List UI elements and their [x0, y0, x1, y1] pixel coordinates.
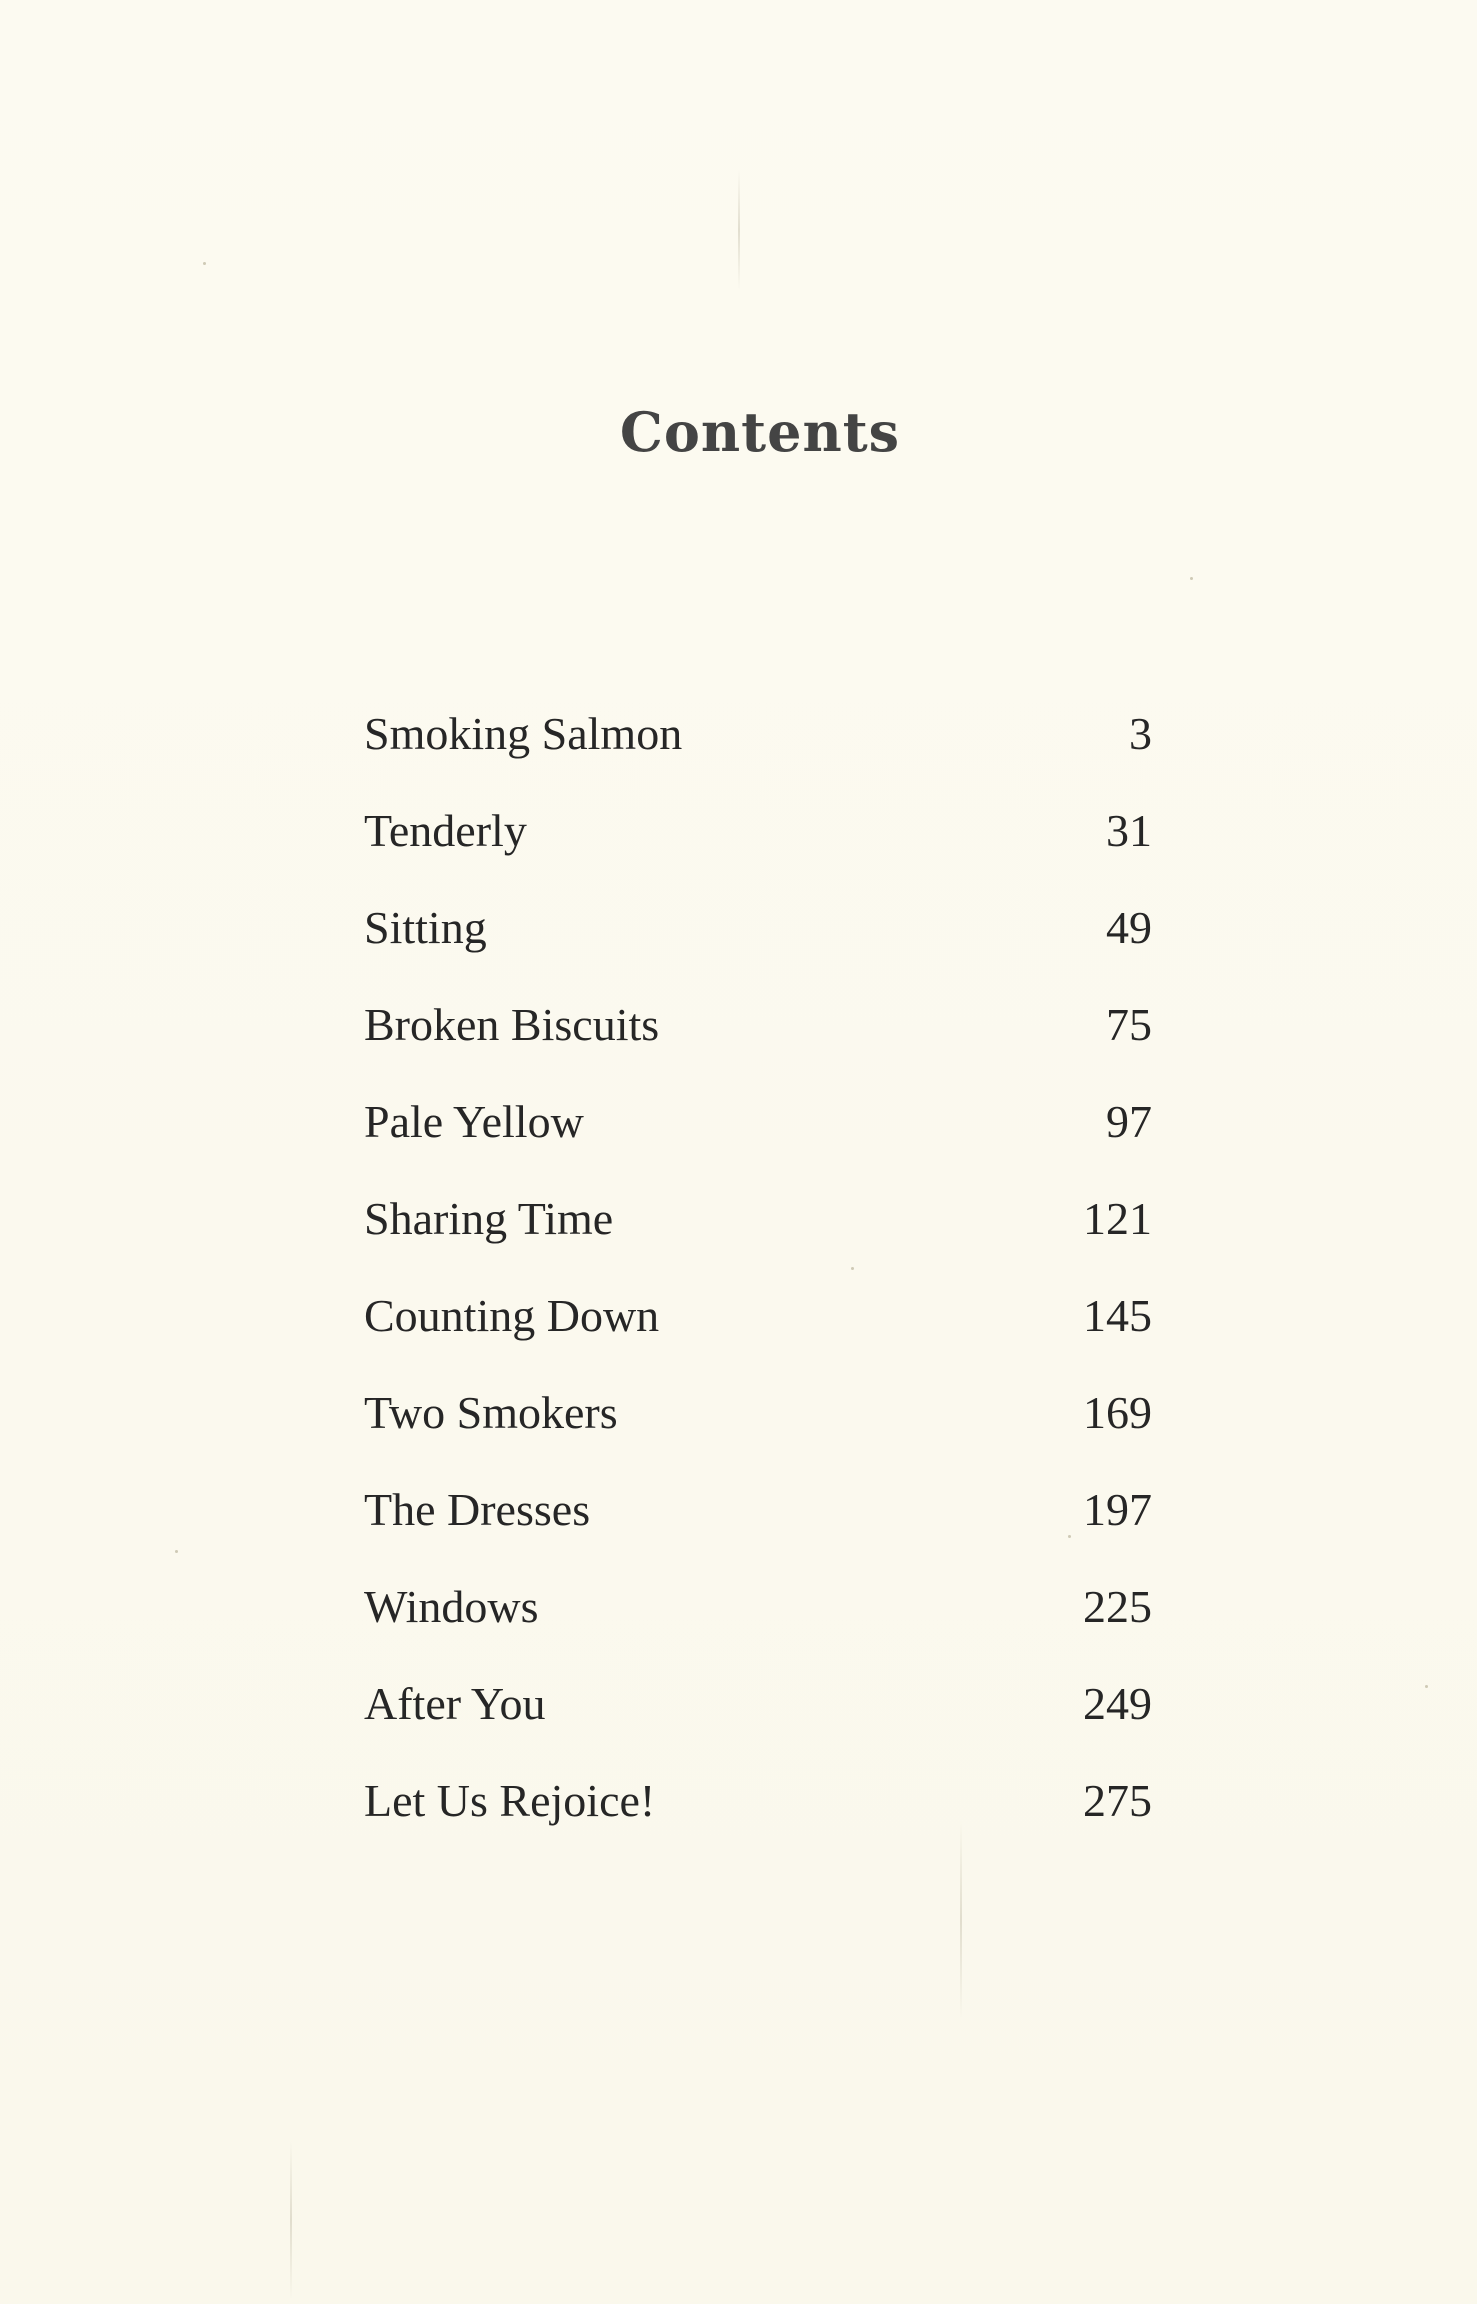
scan-speck	[175, 1550, 178, 1553]
chapter-title: Sharing Time	[364, 1193, 614, 1244]
toc-entry[interactable]	[364, 1752, 1152, 1849]
chapter-title: Sitting	[364, 902, 487, 953]
chapter-title: Let Us Rejoice!	[364, 1775, 656, 1826]
page-number: 169	[1083, 1387, 1152, 1438]
scan-speck	[1190, 577, 1193, 580]
page-number: 31	[1106, 805, 1152, 856]
page-title: Contents	[619, 400, 901, 464]
scan-speck	[1425, 1685, 1428, 1688]
chapter-title: Broken Biscuits	[364, 999, 660, 1050]
chapter-title: Two Smokers	[364, 1387, 618, 1438]
toc-entry[interactable]	[364, 1073, 1152, 1170]
toc-entry[interactable]	[364, 1170, 1152, 1267]
toc-entry[interactable]	[364, 685, 1152, 782]
page-number: 3	[1129, 708, 1152, 759]
chapter-title: After You	[364, 1678, 546, 1729]
scan-speck	[203, 262, 206, 265]
toc-entry[interactable]	[364, 1558, 1152, 1655]
toc-entry[interactable]	[364, 976, 1152, 1073]
page-number: 49	[1106, 902, 1152, 953]
chapter-title: The Dresses	[364, 1484, 591, 1535]
page-number: 197	[1083, 1484, 1152, 1535]
page-number: 249	[1083, 1678, 1152, 1729]
page-number: 275	[1083, 1775, 1152, 1826]
toc-entry[interactable]	[364, 1267, 1152, 1364]
page-number: 97	[1106, 1096, 1152, 1147]
chapter-title: Tenderly	[364, 805, 527, 856]
toc-entry[interactable]	[364, 1364, 1152, 1461]
scan-streak	[738, 170, 740, 290]
chapter-title: Counting Down	[364, 1290, 660, 1341]
table-of-contents	[364, 685, 1152, 1849]
chapter-title: Windows	[364, 1581, 539, 1632]
toc-entry[interactable]	[364, 879, 1152, 976]
scan-streak	[290, 2140, 292, 2300]
chapter-title: Smoking Salmon	[364, 708, 683, 759]
page-number: 75	[1106, 999, 1152, 1050]
toc-entry[interactable]	[364, 782, 1152, 879]
toc-entry[interactable]	[364, 1655, 1152, 1752]
page-number: 145	[1083, 1290, 1152, 1341]
page-number: 121	[1083, 1193, 1152, 1244]
chapter-title: Pale Yellow	[364, 1096, 584, 1147]
scan-streak	[960, 1820, 962, 2020]
toc-entry[interactable]	[364, 1461, 1152, 1558]
page-number: 225	[1083, 1581, 1152, 1632]
